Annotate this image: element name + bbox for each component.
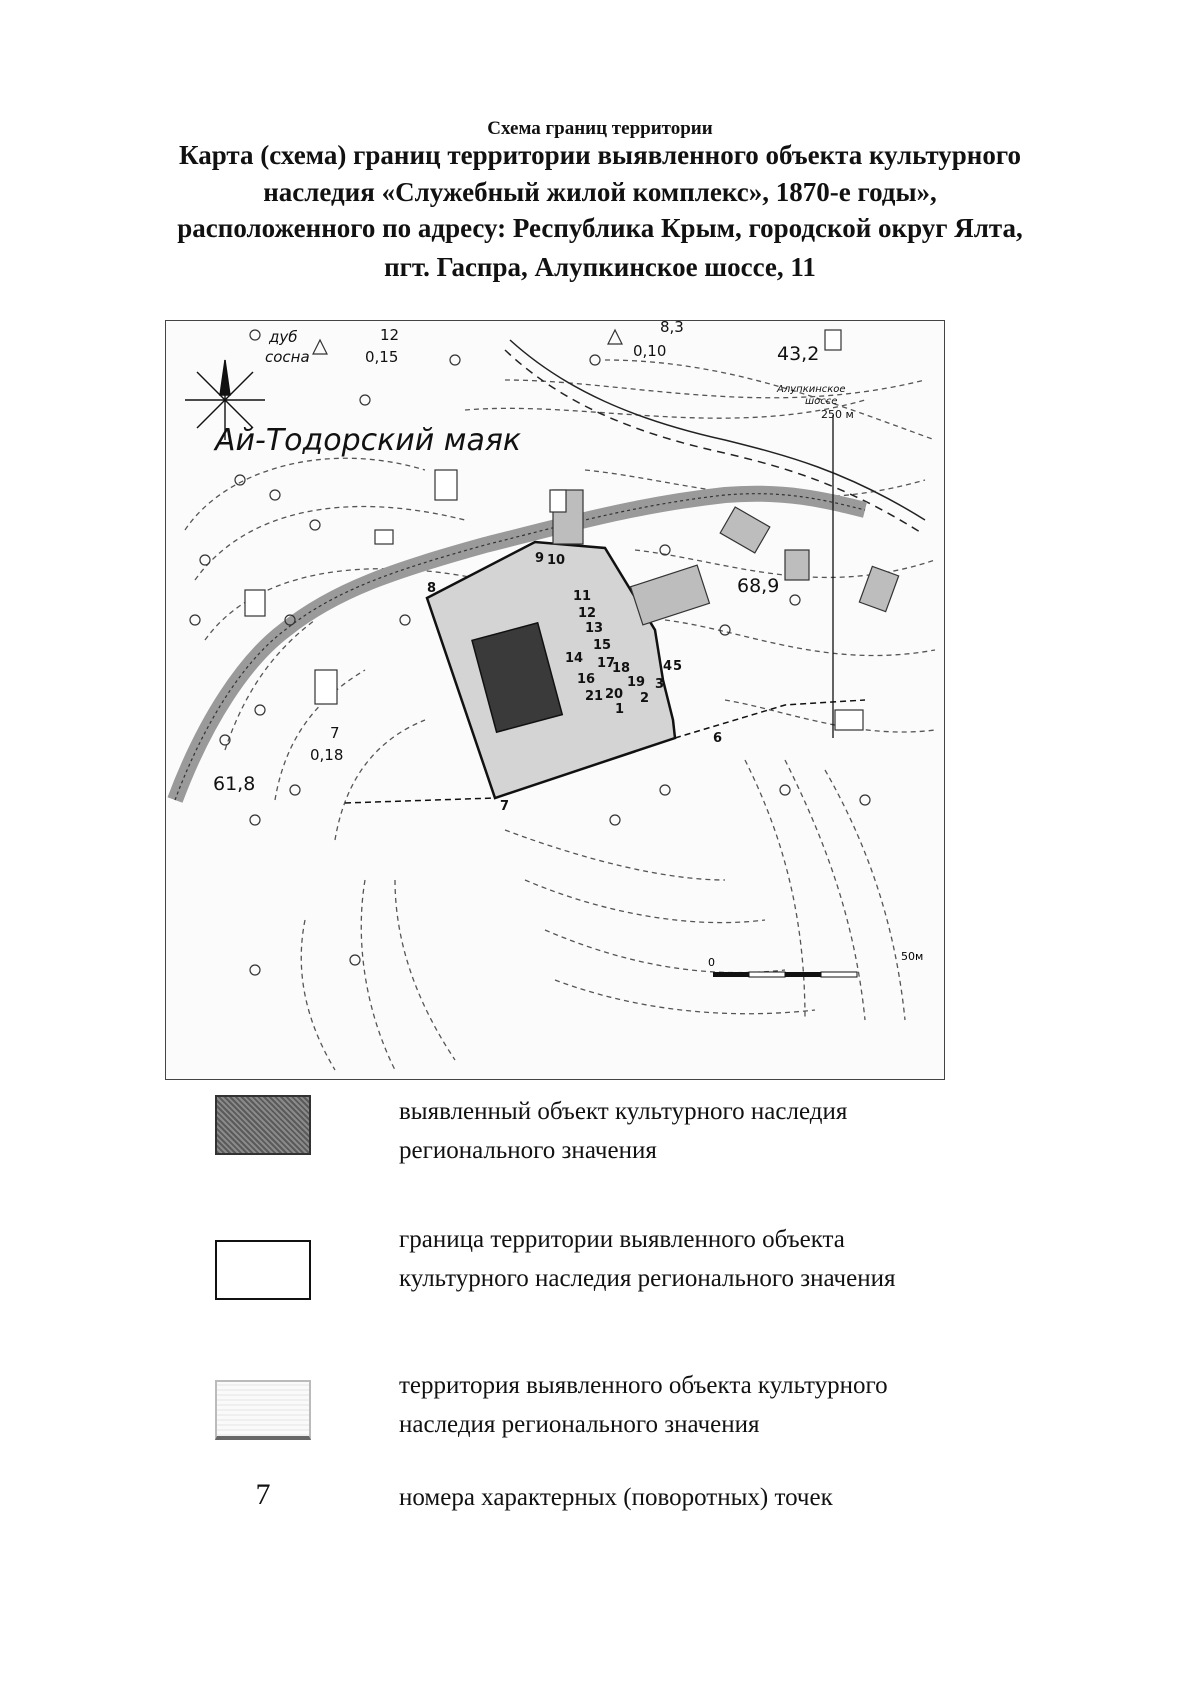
- turning-point-label: 9: [535, 551, 545, 566]
- map-title-line-2: наследия «Служебный жилой комплекс», 1870-е годы»,: [263, 177, 937, 207]
- turning-point-label: 19: [627, 675, 646, 690]
- legend-text: номера характерных (поворотных) точек: [399, 1484, 833, 1511]
- legend-point-number: 7: [255, 1478, 271, 1511]
- turning-point-label: 17: [597, 656, 616, 671]
- turning-point-label: 1: [615, 702, 625, 717]
- turning-point-label: 13: [585, 621, 604, 636]
- tree-number: 7: [330, 724, 340, 742]
- turning-point-label: 10: [547, 553, 566, 568]
- turning-point-label: 12: [578, 606, 597, 621]
- road-label-1: Алупкинское: [777, 384, 846, 395]
- map-title-line-1: Карта (схема) границ территории выявленного объекта культурного: [179, 140, 1021, 170]
- scale-zero-label: 0: [708, 956, 715, 969]
- legend-text: выявленный объект культурного наследия регионального значения: [399, 1098, 848, 1164]
- turning-point-label: 8: [427, 581, 437, 596]
- turning-point-label: 21: [585, 689, 604, 704]
- elevation-mark: 68,9: [737, 575, 780, 597]
- legend-text: граница территории выявленного объекта культурного наследия регионального значения: [399, 1226, 896, 1292]
- object-swatch: [215, 1095, 311, 1155]
- tree-number: 0,15: [365, 348, 399, 366]
- turning-point-label: 11: [573, 589, 592, 604]
- turning-point-label: 6: [713, 731, 723, 746]
- scale-length-label: 50м: [901, 950, 924, 963]
- tree-number: 12: [380, 326, 400, 344]
- turning-point-label: 3: [655, 677, 665, 692]
- boundary-swatch: [215, 1240, 311, 1300]
- legend-text: территория выявленного объекта культурного наследия регионального значения: [399, 1372, 888, 1438]
- distance-label: 250 м: [821, 408, 854, 421]
- elevation-mark: 43,2: [777, 343, 820, 365]
- elevation-mark: 61,8: [213, 773, 256, 795]
- turning-point-label: 7: [500, 799, 510, 814]
- tree-label-pine: сосна: [265, 348, 310, 366]
- turning-point-label: 16: [577, 672, 596, 687]
- turning-point-label: 15: [593, 638, 612, 653]
- tree-number: 0,10: [633, 342, 667, 360]
- turning-point-label: 2: [640, 691, 650, 706]
- map-title-line-3: расположенного по адресу: Республика Крым, городской округ Ялта,: [177, 213, 1023, 243]
- turning-point-label: 18: [612, 661, 631, 676]
- turning-point-label: 5: [673, 659, 683, 674]
- territory-swatch: [215, 1380, 311, 1440]
- turning-point-label: 14: [565, 651, 584, 666]
- turning-point-label: 20: [605, 687, 624, 702]
- road-label-2: шоссе: [805, 396, 838, 407]
- tree-label-oak: дуб: [269, 328, 298, 346]
- place-name-label: Ай-Тодорский маяк: [215, 423, 521, 458]
- turning-point-label: 4: [663, 659, 673, 674]
- scheme-subtitle: Схема границ территории: [487, 118, 713, 139]
- tree-number: 0,18: [310, 746, 344, 764]
- boundary-map: [165, 320, 945, 1080]
- map-title-line-4: пгт. Гаспра, Алупкинское шоссе, 11: [384, 252, 816, 282]
- tree-number: 8,3: [660, 320, 684, 336]
